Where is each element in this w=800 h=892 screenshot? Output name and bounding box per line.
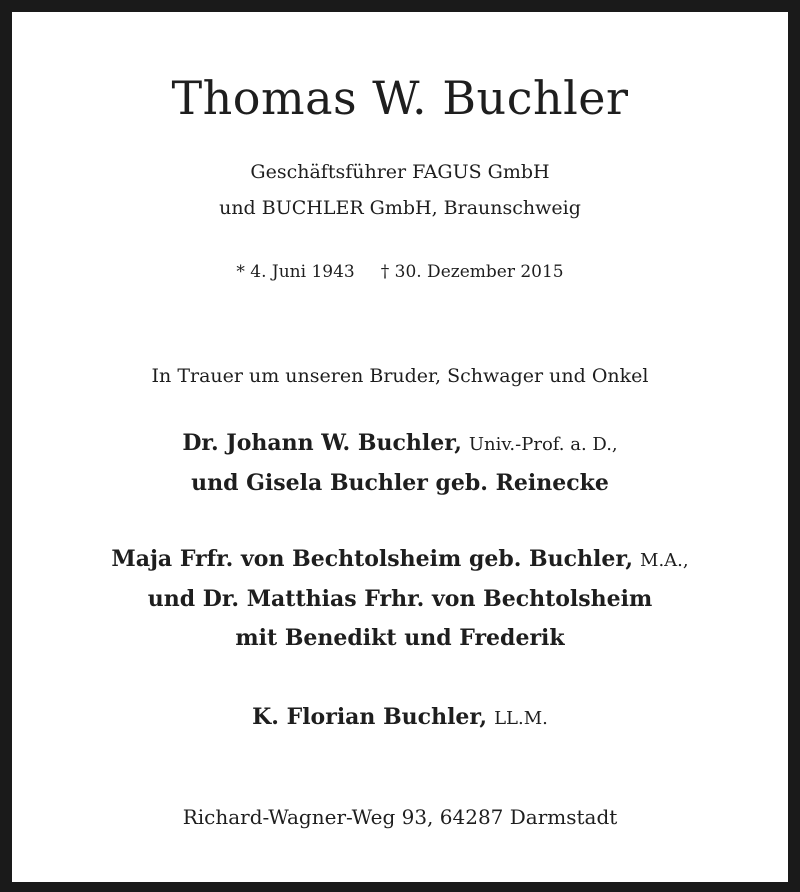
family-member-name: Dr. Johann W. Buchler, (182, 430, 462, 456)
family-line (12, 540, 788, 580)
death-date: † 30. Dezember 2015 (380, 262, 564, 282)
family-line (12, 424, 788, 464)
family-line (12, 619, 788, 658)
mourning-address: Richard-Wagner-Weg 93, 64287 Darmstadt (182, 805, 618, 829)
company-line-2: und BUCHLER GmbH, Braunschweig (219, 197, 581, 219)
deceased-name: Thomas W. Buchler (171, 71, 629, 125)
family-member-name: und Dr. Matthias Frhr. von Bechtolsheim (147, 586, 653, 612)
family-group-3 (12, 698, 788, 738)
birth-date: * 4. Juni 1943 (236, 262, 355, 282)
family-member-name: K. Florian Buchler, (252, 704, 488, 730)
company-line-1: Geschäftsführer FAGUS GmbH (250, 161, 550, 183)
family-line (12, 580, 788, 619)
mourning-intro: In Trauer um unseren Bruder, Schwager und Onkel (151, 365, 649, 387)
academic-title: M.A., (640, 550, 689, 571)
family-group-2 (12, 540, 788, 658)
academic-title: LL.M. (494, 708, 548, 729)
family-member-name: mit Benedikt und Frederik (235, 625, 565, 651)
family-group-1 (12, 424, 788, 503)
family-line (12, 464, 788, 503)
company-info (12, 154, 788, 226)
family-line (12, 698, 788, 738)
academic-title: Univ.-Prof. a. D., (468, 434, 618, 455)
life-dates (12, 260, 788, 284)
family-member-name: und Gisela Buchler geb. Reinecke (191, 470, 609, 496)
family-member-name: Maja Frfr. von Bechtolsheim geb. Buchler, (111, 546, 634, 572)
